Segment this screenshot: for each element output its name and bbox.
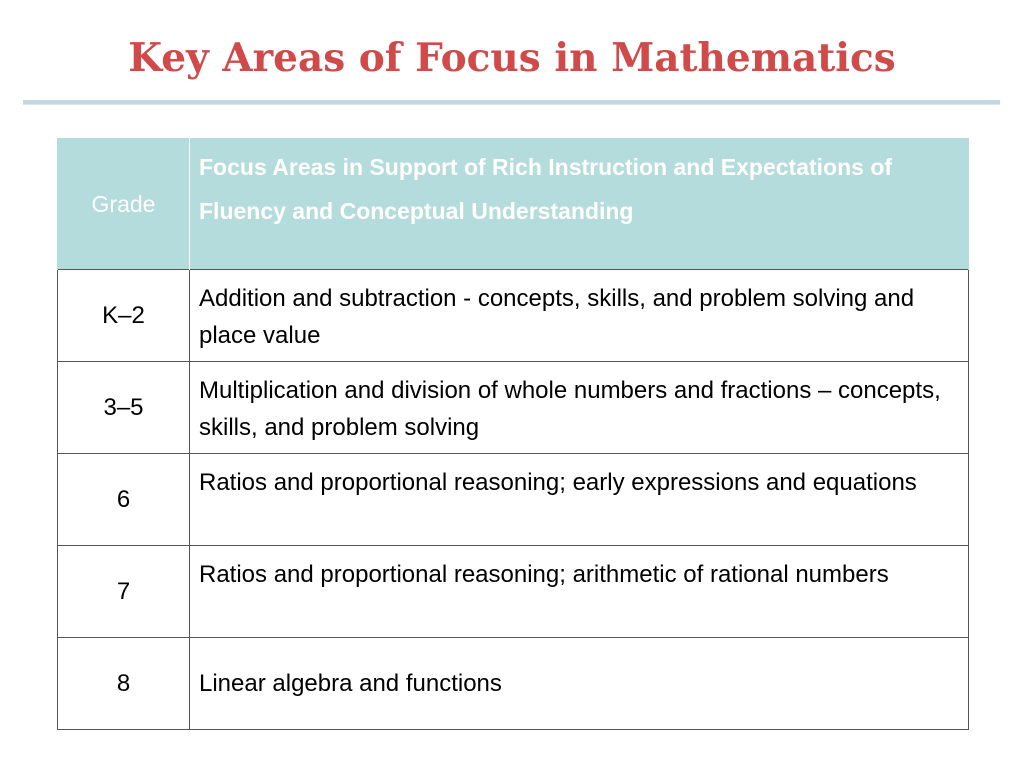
- focus-cell: Multiplication and division of whole numbers and fractions – concepts, skills, and problem solving: [190, 362, 969, 454]
- focus-table-container: [57, 138, 968, 730]
- table-row: [58, 546, 969, 638]
- grade-cell: 8: [58, 638, 190, 730]
- slide-title: Key Areas of Focus in Mathematics: [128, 35, 896, 81]
- focus-cell: Linear algebra and functions: [190, 638, 969, 730]
- table-row: [58, 454, 969, 546]
- table-row: [58, 270, 969, 362]
- grade-cell: 3–5: [58, 362, 190, 454]
- focus-cell: Addition and subtraction - concepts, skills, and problem solving and place value: [190, 270, 969, 362]
- header-grade: Grade: [58, 139, 190, 270]
- header-focus-areas: Focus Areas in Support of Rich Instruction and Expectations of Fluency and Conceptual Understanding: [190, 139, 969, 270]
- table-row: [58, 638, 969, 730]
- table-row: [58, 362, 969, 454]
- grade-cell: 7: [58, 546, 190, 638]
- focus-cell: Ratios and proportional reasoning; arithmetic of rational numbers: [190, 546, 969, 638]
- table-header-row: [58, 139, 969, 270]
- focus-table: [57, 138, 969, 730]
- focus-cell: Ratios and proportional reasoning; early expressions and equations: [190, 454, 969, 546]
- title-divider: [23, 100, 1000, 105]
- grade-cell: K–2: [58, 270, 190, 362]
- grade-cell: 6: [58, 454, 190, 546]
